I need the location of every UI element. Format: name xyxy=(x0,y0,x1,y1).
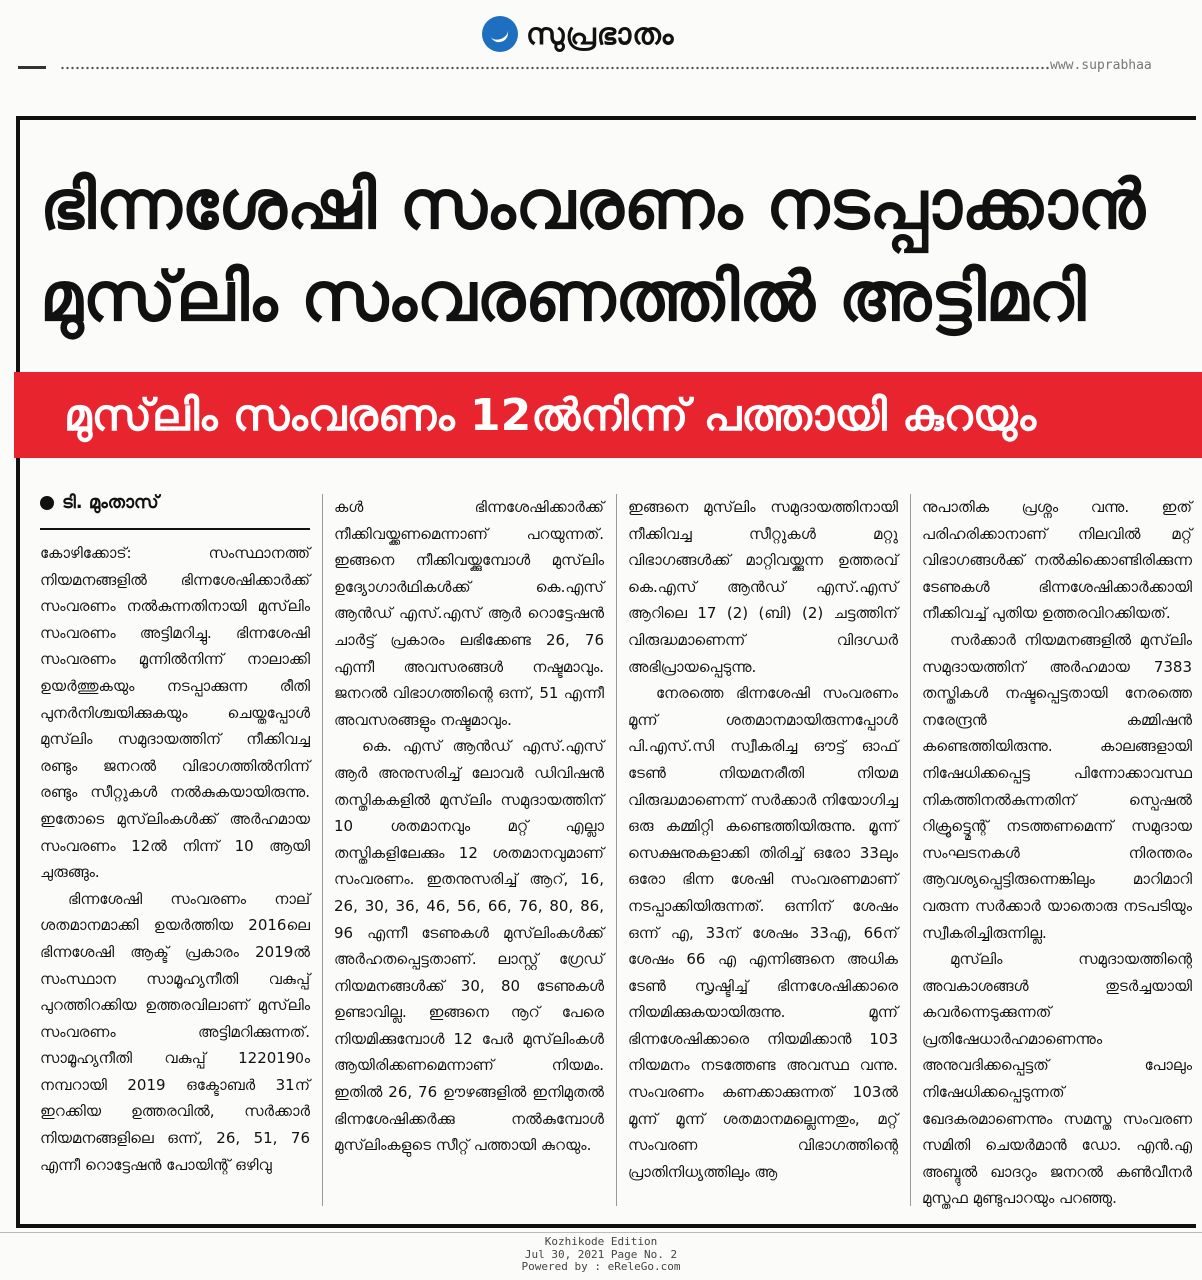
article-column-2 xyxy=(334,494,604,1159)
byline xyxy=(40,492,159,513)
byline-rule xyxy=(40,528,310,530)
column-divider xyxy=(910,494,911,1206)
masthead xyxy=(0,0,1202,62)
suprabhaatham-logo-icon xyxy=(482,16,518,52)
column-divider xyxy=(322,494,323,1206)
paragraph: കോഴിക്കോട്: സംസ്ഥാനത്ത് നിയമനങ്ങളിൽ ഭിന്നശേഷിക്കാർക്ക് സംവരണം നൽകുന്നതിനായി മുസ്‌ലിം സംവരണം അട്ടിമറിച്ചു. ഭിന്നശേഷി സംവരണം മൂന്നിൽനിന്ന് നാലാക്കി ഉയർത്തുകയും നടപ്പാക്കുന്ന രീതി പുനർനിശ്ചയിക്കുകയും ചെയ്തപ്പോൾ മുസ്‌ലിം സമുദായത്തിന് നീക്കിവച്ച രണ്ടും ജനറൽ വിഭാഗത്തിൽനിന്ന് രണ്ടും സീറ്റുകൾ നൽകുകയായിരുന്നു. ഇതോടെ മുസ്‌ലിംകൾക്ക് അർഹമായ സംവരണം 12ൽ നിന്ന് 10 ആയി ചുരുങ്ങും. xyxy=(40,544,310,882)
rule-dots xyxy=(60,66,1050,70)
article-column-4 xyxy=(922,494,1192,1212)
paragraph: നേരത്തെ ഭിന്നശേഷി സംവരണം മൂന്ന് ശതമാനമായിരുന്നപ്പോൾ പി.എസ്.സി സ്വീകരിച്ച ഔട്ട് ഓഫ് ടേൺ നിയമനരീതി നിയമ വിരുദ്ധമാണെന്ന് സർക്കാർ നിയോഗിച്ച ഒരു കമ്മിറ്റി കണ്ടെത്തിയിരുന്നു. മൂന്ന് സെക്ഷനുകളാക്കി തിരിച്ച് ഒരോ 33ലും ഒരോ ഭിന്ന ശേഷി സംവരണമാണ് നടപ്പാക്കിയിരുന്നത്. ഒന്നിന് ശേഷം ഒന്ന് എ, 33ന് ശേഷം 33എ, 66ന് ശേഷം 66 എ എന്നിങ്ങനെ അധിക ടേൺ സൃഷ്ടിച്ച് ഭിന്നശേഷിക്കാരെ നിയമിക്കുകയായിരുന്നു. മൂന്ന് ഭിന്നശേഷിക്കാരെ നിയമിക്കാൻ 103 നിയമനം നടത്തേണ്ട അവസ്ഥ വന്നു. സംവരണം കണക്കാക്കുന്നത് 103ൽ മൂന്ന് മൂന്ന് ശതമാനമല്ലെന്നതും, മറ്റ് സംവരണ വിഭാഗത്തിന്റെ പ്രാതിനിധ്യത്തിലും ആ xyxy=(628,684,898,1181)
paragraph: ഇങ്ങനെ മുസ്‌ലിം സമുദായത്തിനായി നീക്കിവച്ച സീറ്റുകൾ മറ്റു വിഭാഗങ്ങൾക്ക് മാറ്റിവയ്ക്കുന്ന ഉത്തരവ് കെ.എസ് ആൻഡ് എസ്.എസ് ആറിലെ 17 (2) (ബി) (2) ചട്ടത്തിന് വിരുദ്ധമാണെന്ന് വിദഗ്ധർ അഭിപ്രായപ്പെടുന്നു. xyxy=(628,498,898,676)
edition-label: Kozhikode Edition xyxy=(544,1235,658,1248)
powered-by-label: Powered by : eReleGo.com xyxy=(521,1260,681,1273)
masthead-url: www.suprabhaa xyxy=(1050,58,1152,73)
subheadline-banner xyxy=(14,372,1202,458)
paragraph: കെ. എസ് ആൻഡ് എസ്.എസ് ആർ അനുസരിച്ച് ലോവർ ഡിവിഷൻ തസ്തികകളിൽ മുസ്‌ലിം സമുദായത്തിന് 10 ശതമാനവും മറ്റ് എല്ലാ തസ്തികളിലേക്കും 12 ശതമാനവുമാണ് സംവരണം. ഇതനുസരിച്ച് ആറ്, 16, 26, 30, 36, 46, 56, 66, 76, 80, 86, 96 എന്നീ ടേണുകൾ മുസ്‌ലിംകൾക്ക് അർഹതപ്പെട്ടതാണ്. ലാസ്റ്റ് ഗ്രേഡ് നിയമനങ്ങൾക്ക് 30, 80 ടേണുകൾ ഉണ്ടാവില്ല. ഇങ്ങനെ നൂറ് പേരെ നിയമിക്കുമ്പോൾ 12 പേർ മുസ്‌ലിംകൾ ആയിരിക്കണമെന്നാണ് നിയമം. ഇതിൽ 26, 76 ഊഴങ്ങളിൽ ഇനിമുതൽ ഭിന്നശേഷിക്കർക്കു നൽകുമ്പോൾ മുസ്‌ലിംകളുടെ സീറ്റ് പത്തായി കുറയും. xyxy=(334,737,604,1155)
date-page-label: Jul 30, 2021 Page No. 2 xyxy=(524,1247,678,1261)
masthead-rule xyxy=(0,58,1202,76)
article-column-1 xyxy=(40,540,310,1178)
paragraph: ഭിന്നശേഷി സംവരണം നാല് ശതമാനമാക്കി ഉയർത്തിയ 2016ലെ ഭിന്നശേഷി ആക്ട് പ്രകാരം 2019ൽ സംസ്ഥാന സാമൂഹ്യനീതി വകുപ്പ് പുറത്തിറക്കിയ ഉത്തരവിലാണ് മുസ്‌ലിം സംവരണം അട്ടിമറിക്കുന്നത്. സാമൂഹ്യനീതി വകുപ്പ് 1220190ം നമ്പറായി 2019 ഒക്ടോബർ 31ന് ഇറക്കിയ ഉത്തരവിൽ, സർക്കാർ നിയമനങ്ങളിലെ ഒന്ന്, 26, 51, 76 എന്നീ റൊട്ടേഷൻ പോയിന്റ് ഒഴിവു xyxy=(40,889,310,1174)
newspaper-logo xyxy=(482,12,674,56)
article-subheadline: മുസ്‌ലിം സംവരണം 12ൽനിന്ന് പത്തായി കുറയും xyxy=(64,390,1037,441)
rule-dash xyxy=(18,66,46,69)
paragraph: മുസ്‌ലിം സമുദായത്തിന്റെ അവകാശങ്ങൾ തുടർച്ചയായി കവർന്നെടുക്കുന്നത് പ്രതിഷേധാർഹമാണെന്നും അനുവദിക്കപ്പെട്ടത് പോലും നിഷേധിക്കപ്പെടുന്നത് ഖേദകരമാണെന്നും സമസ്ത സംവരണ സമിതി ചെയർമാൻ ഡോ. എൻ.എ അബ്ദുൽ ഖാദറും ജനറൽ കൺവീനർ മുസ്തഫ മുണ്ടുപാറയും പറഞ്ഞു. xyxy=(922,950,1192,1208)
paragraph: സർക്കാർ നിയമനങ്ങളിൽ മുസ്‌ലിം സമുദായത്തിന് അർഹമായ 7383 തസ്തികൾ നഷ്ടപ്പെട്ടതായി നേരത്തെ നരേന്ദ്രൻ കമ്മിഷൻ കണ്ടെത്തിയിരുന്നു. കാലങ്ങളായി നിഷേധിക്കപ്പെട്ട പിന്നോക്കാവസ്ഥ നികത്തിനൽകുന്നതിന് സ്പെഷൽ റിക്രൂട്ട്മെന്റ് നടത്തണമെന്ന് സമുദായ സംഘടനകൾ നിരന്തരം ആവശ്യപ്പെട്ടിരുന്നെങ്കിലും മാറിമാറി വരുന്ന സർക്കാർ യാതൊരു നടപടിയും സ്വീകരിച്ചിരുന്നില്ല. xyxy=(922,630,1192,942)
bullet-icon xyxy=(40,496,54,510)
byline-author: ടി. മുംതാസ് xyxy=(62,492,159,513)
footer-rule xyxy=(0,1232,1202,1233)
article-headline: ഭിന്നശേഷി സംവരണം നടപ്പാക്കാൻ മുസ്‌ലിം സംവരണത്തിൽ അട്ടിമറി xyxy=(40,166,1145,337)
paragraph: നുപാതിക പ്രശ്നം വന്നു. ഇത് പരിഹരിക്കാനാണ് നിലവിൽ മറ്റ് വിഭാഗങ്ങൾക്ക് നൽകിക്കൊണ്ടിരിക്കുന്ന ടേണുകൾ ഭിന്നശേഷിക്കാർക്കായി നീക്കിവച്ച് പുതിയ ഉത്തരവിറക്കിയത്. xyxy=(922,498,1192,623)
article-column-3 xyxy=(628,494,898,1185)
page-footer xyxy=(0,1236,1202,1274)
logo-text: സുപ്രഭാതം xyxy=(526,16,675,52)
column-divider xyxy=(616,494,617,1206)
paragraph: കൾ ഭിന്നശേഷിക്കാർക്ക് നീക്കിവയ്ക്കണമെന്നാണ് പറയുന്നത്. ഇങ്ങനെ നീക്കിവയ്ക്കുമ്പോൾ മുസ്‌ലിം ഉദ്യോഗാർഥികൾക്ക് കെ.എസ് ആൻഡ് എസ്.എസ് ആർ റൊട്ടേഷൻ ചാർട്ട് പ്രകാരം ലഭിക്കേണ്ട 26, 76 എന്നീ അവസരങ്ങൾ നഷ്ടമാവും. ജനറൽ വിഭാഗത്തിന്റെ ഒന്ന്, 51 എന്നീ അവസരങ്ങളും നഷ്ടമാവും. xyxy=(334,498,604,729)
